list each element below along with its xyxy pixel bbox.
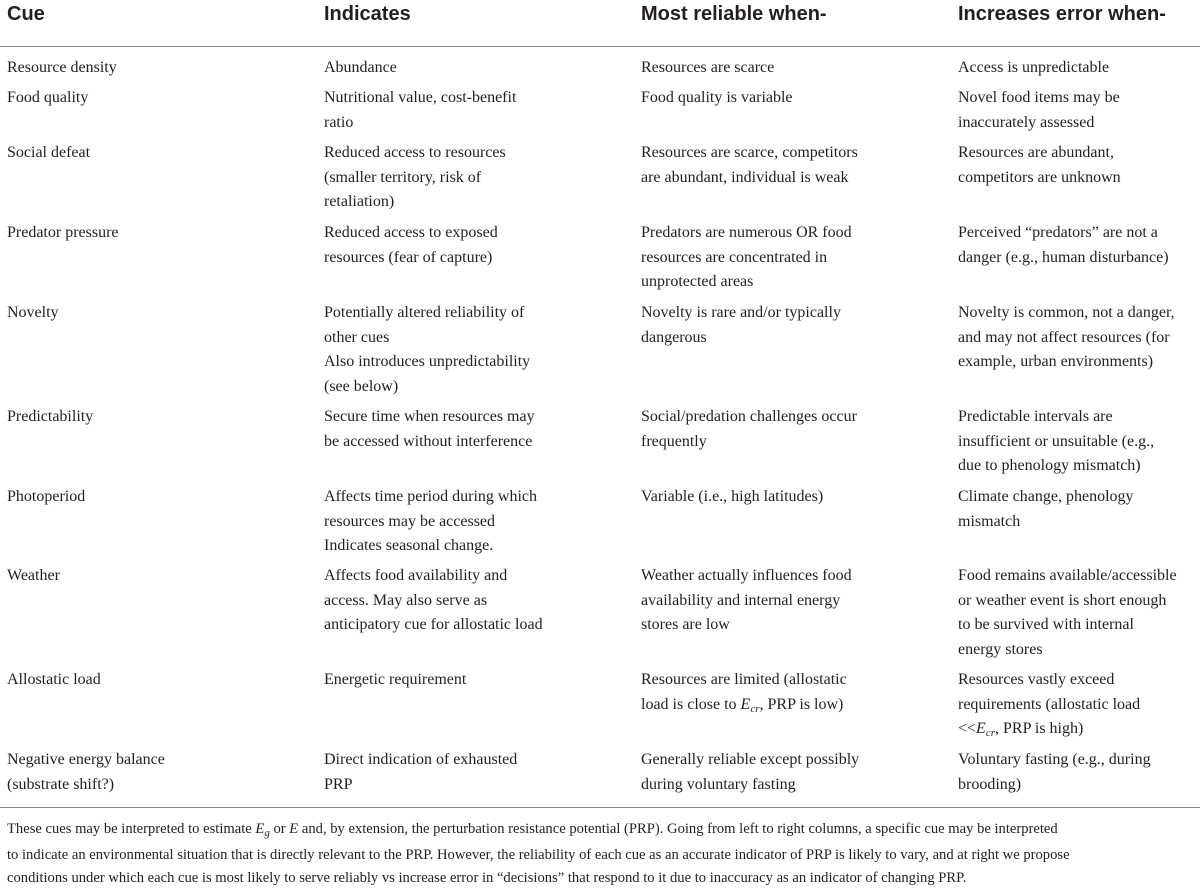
cell-line: Predictable intervals are [958, 408, 1113, 425]
cell-line: Reduced access to resources [324, 144, 506, 161]
cell-line: example, urban environments) [958, 353, 1154, 371]
header-indicates: Indicates [324, 3, 411, 25]
error-cell [958, 301, 1175, 375]
cell-line: Novel food items may be [958, 89, 1120, 106]
cell-line: Predictability [7, 408, 94, 425]
cue-cell [7, 485, 85, 510]
cell-line: Voluntary fasting (e.g., during [958, 751, 1151, 768]
footnote-line-3: conditions under which each cue is most likely to serve reliably vs increase error in “decisions” that respond to it due to inaccuracy as an indicator of changing PRP. [7, 869, 967, 886]
error-cell [958, 564, 1177, 662]
cue-cell [7, 86, 88, 111]
table-header-row [0, 0, 1200, 47]
indicates-cell [324, 405, 535, 454]
cell-line: mismatch [958, 512, 1021, 530]
reliable-cell [641, 221, 852, 295]
cue-cell [7, 141, 90, 166]
indicates-cell [324, 668, 466, 693]
cell-line: and may not affect resources (for [958, 328, 1170, 346]
cell-line: are abundant, individual is weak [641, 168, 849, 186]
cell-line: Affects time period during which [324, 488, 537, 505]
indicates-cell [324, 564, 543, 638]
cell-line: Resources are limited (allostatic [641, 671, 847, 688]
error-cell [958, 141, 1121, 190]
cell-line: inaccurately assessed [958, 113, 1095, 131]
cue-cell [7, 56, 117, 81]
cell-line: availability and internal energy [641, 591, 841, 609]
cell-line: competitors are unknown [958, 168, 1121, 186]
cell-line: stores are low [641, 616, 730, 634]
error-cell [958, 485, 1134, 534]
cell-line: access. May also serve as [324, 591, 488, 609]
header-increases-error: Increases error when- [958, 3, 1166, 25]
cell-line: Energetic requirement [324, 671, 467, 688]
cue-cell [7, 748, 165, 797]
reliable-cell [641, 405, 857, 454]
table-footnote [7, 818, 1197, 889]
error-cell [958, 748, 1151, 797]
cell-line: Secure time when resources may [324, 408, 535, 425]
indicates-cell [324, 221, 498, 270]
cell-line: insufficient or unsuitable (e.g., [958, 432, 1155, 450]
cell-line: (see below) [324, 377, 399, 395]
cell-line: or weather event is short enough [958, 591, 1167, 609]
header-most-reliable: Most reliable when- [641, 3, 827, 25]
indicates-cell [324, 301, 530, 399]
cue-cell [7, 221, 119, 246]
cell-line: anticipatory cue for allostatic load [324, 616, 543, 634]
table-bottom-rule [0, 807, 1200, 808]
cell-line: frequently [641, 432, 707, 450]
cell-line: other cues [324, 328, 390, 346]
cell-line: Food quality [7, 89, 89, 106]
cell-line: Allostatic load [7, 671, 101, 688]
cell-line: Abundance [324, 59, 397, 76]
cell-line: load is close to $E_{cr}$, PRP is low) [641, 695, 844, 715]
cell-line: Potentially altered reliability of [324, 304, 525, 321]
cell-line: Indicates seasonal change. [324, 537, 494, 555]
cell-line: unprotected areas [641, 273, 754, 291]
cell-line: energy stores [958, 640, 1043, 658]
cell-line: due to phenology mismatch) [958, 457, 1141, 475]
cue-cell [7, 301, 59, 326]
cell-line: Access is unpredictable [958, 59, 1110, 76]
footnote-line-1: These cues may be interpreted to estimate $E_g$ or E and, by extension, the perturbation resistance potential (PRP). Going from left to right columns, a specific cue may be interpreted [7, 821, 1058, 839]
cell-line: Weather actually influences food [641, 567, 852, 584]
cell-line: Social/predation challenges occur [641, 408, 857, 425]
error-cell [958, 56, 1109, 81]
cell-line: Variable (i.e., high latitudes) [641, 488, 824, 505]
cell-line: Resources are scarce, competitors [641, 144, 858, 161]
reliable-cell [641, 141, 858, 190]
cell-line: PRP [324, 775, 353, 793]
cell-line: Novelty is rare and/or typically [641, 304, 841, 321]
cell-line: Photoperiod [7, 488, 86, 505]
cell-line: to be survived with internal [958, 616, 1134, 634]
cell-line: retaliation) [324, 193, 395, 211]
reliable-cell [641, 56, 774, 81]
reliable-cell [641, 86, 793, 111]
cell-line: be accessed without interference [324, 432, 533, 450]
cell-line: brooding) [958, 775, 1022, 793]
cell-line: Generally reliable except possibly [641, 751, 860, 768]
cell-line: Affects food availability and [324, 567, 508, 584]
reliable-cell [641, 668, 847, 721]
cue-cell [7, 668, 101, 693]
reliable-cell [641, 485, 823, 510]
cue-cell [7, 564, 60, 589]
reliable-cell [641, 564, 852, 638]
cell-line: Negative energy balance [7, 751, 165, 768]
cell-line: resources may be accessed [324, 512, 496, 530]
error-cell [958, 405, 1154, 479]
cell-line: Reduced access to exposed [324, 224, 498, 241]
error-cell [958, 668, 1140, 746]
cell-line: Also introduces unpredictability [324, 353, 531, 371]
cell-line: ratio [324, 113, 354, 131]
cell-line: (substrate shift?) [7, 775, 115, 793]
cell-line: Nutritional value, cost-benefit [324, 89, 517, 106]
cell-line: Weather [7, 567, 60, 584]
cell-line: Novelty is common, not a danger, [958, 304, 1175, 321]
cell-line: resources (fear of capture) [324, 248, 493, 266]
indicates-cell [324, 56, 397, 81]
cell-line: $<<E_{cr}$, PRP is high) [958, 720, 1084, 740]
cell-line: Climate change, phenology [958, 488, 1134, 505]
indicates-cell [324, 86, 516, 135]
indicates-cell [324, 748, 517, 797]
cell-line: requirements (allostatic load [958, 695, 1141, 713]
cell-line: (smaller territory, risk of [324, 168, 482, 186]
footnote-line-2: to indicate an environmental situation that is directly relevant to the PRP. However, the reliability of each cue as an accurate indicator of PRP is likely to vary, and at right we propose [7, 847, 1070, 864]
cell-line: Resources are scarce [641, 59, 775, 76]
reliable-cell [641, 748, 859, 797]
cell-line: resources are concentrated in [641, 248, 828, 266]
cell-line: danger (e.g., human disturbance) [958, 248, 1169, 266]
cell-line: Resources vastly exceed [958, 671, 1115, 688]
cell-line: Novelty [7, 304, 59, 321]
cell-line: Resource density [7, 59, 117, 76]
cell-line: Food remains available/accessible [958, 567, 1177, 584]
cue-cell [7, 405, 93, 430]
cell-line: during voluntary fasting [641, 775, 796, 793]
cell-line: Direct indication of exhausted [324, 751, 518, 768]
error-cell [958, 86, 1120, 135]
reliable-cell [641, 301, 841, 350]
cell-line: Predator pressure [7, 224, 119, 241]
cell-line: Food quality is variable [641, 89, 793, 106]
cell-line: Predators are numerous OR food [641, 224, 852, 241]
cell-line: Perceived “predators” are not a [958, 224, 1158, 241]
cell-line: Resources are abundant, [958, 144, 1114, 161]
cell-line: Social defeat [7, 144, 91, 161]
cell-line: dangerous [641, 328, 707, 346]
indicates-cell [324, 141, 506, 215]
error-cell [958, 221, 1169, 270]
indicates-cell [324, 485, 537, 559]
header-cue: Cue [7, 3, 45, 25]
